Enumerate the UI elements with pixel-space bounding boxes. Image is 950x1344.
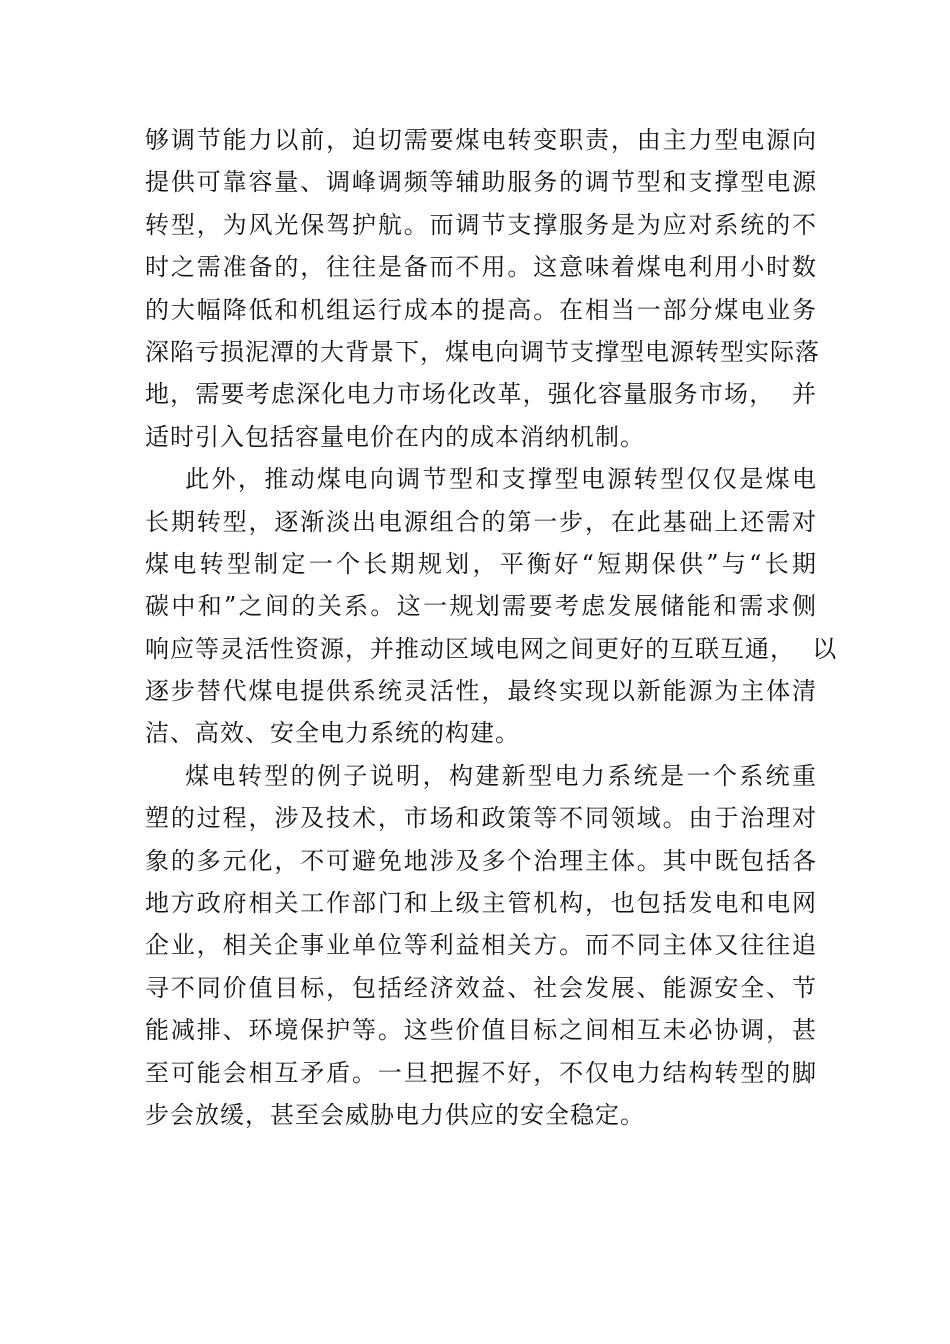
text-line: 长期转型，逐渐淡出电源组合的第一步，在此基础上还需对 xyxy=(145,507,817,536)
text-line: 逐步替代煤电提供系统灵活性，最终实现以新能源为主体清 xyxy=(145,677,817,706)
text-line: 煤电转型的例子说明，构建新型电力系统是一个系统重 xyxy=(145,761,817,790)
text-line: 地，需要考虑深化电力市场化改革，强化容量服务市场， 并 xyxy=(145,380,817,409)
text-line: 至可能会相互矛盾。一旦把握不好，不仅电力结构转型的脚 xyxy=(145,1058,817,1087)
paragraph-2 xyxy=(145,458,838,755)
text-line: 时之需准备的，往往是备而不用。这意味着煤电利用小时数 xyxy=(145,253,817,282)
text-line: 塑的过程，涉及技术，市场和政策等不同领域。由于治理对 xyxy=(145,804,817,833)
text-line: 碳中和”之间的关系。这一规划需要考虑发展储能和需求侧 xyxy=(145,592,817,621)
text-line: 象的多元化，不可避免地涉及多个治理主体。其中既包括各 xyxy=(145,846,817,875)
text-line: 企业，相关企事业单位等利益相关方。而不同主体又往往追 xyxy=(145,931,817,960)
text-line: 能减排、环境保护等。这些价值目标之间相互未必协调，甚 xyxy=(145,1016,817,1045)
text-line: 地方政府相关工作部门和上级主管机构，也包括发电和电网 xyxy=(145,889,817,918)
text-line: 煤电转型制定一个长期规划，平衡好“短期保供”与“长期 xyxy=(145,549,817,578)
text-line: 洁、高效、安全电力系统的构建。 xyxy=(145,719,520,748)
text-line: 步会放缓，甚至会威胁电力供应的安全稳定。 xyxy=(145,1100,645,1129)
text-line: 够调节能力以前，迫切需要煤电转变职责，由主力型电源向 xyxy=(145,126,817,154)
paragraph-1 xyxy=(145,119,820,458)
text-line: 提供可靠容量、调峰调频等辅助服务的调节型和支撑型电源 xyxy=(145,168,817,197)
text-line: 此外，推动煤电向调节型和支撑型电源转型仅仅是煤电 xyxy=(145,465,817,494)
text-line: 适时引入包括容量电价在内的成本消纳机制。 xyxy=(145,422,645,451)
text-line: 响应等灵活性资源，并推动区域电网之间更好的互联互通， 以 xyxy=(145,634,838,663)
text-line: 转型，为风光保驾护航。而调节支撑服务是为应对系统的不 xyxy=(145,210,817,239)
paragraph-3 xyxy=(145,755,817,1137)
text-line: 的大幅降低和机组运行成本的提高。在相当一部分煤电业务 xyxy=(145,295,817,324)
text-line: 深陷亏损泥潭的大背景下，煤电向调节支撑型电源转型实际落 xyxy=(145,337,820,366)
text-line: 寻不同价值目标，包括经济效益、社会发展、能源安全、节 xyxy=(145,973,817,1002)
document-body xyxy=(145,119,838,1136)
